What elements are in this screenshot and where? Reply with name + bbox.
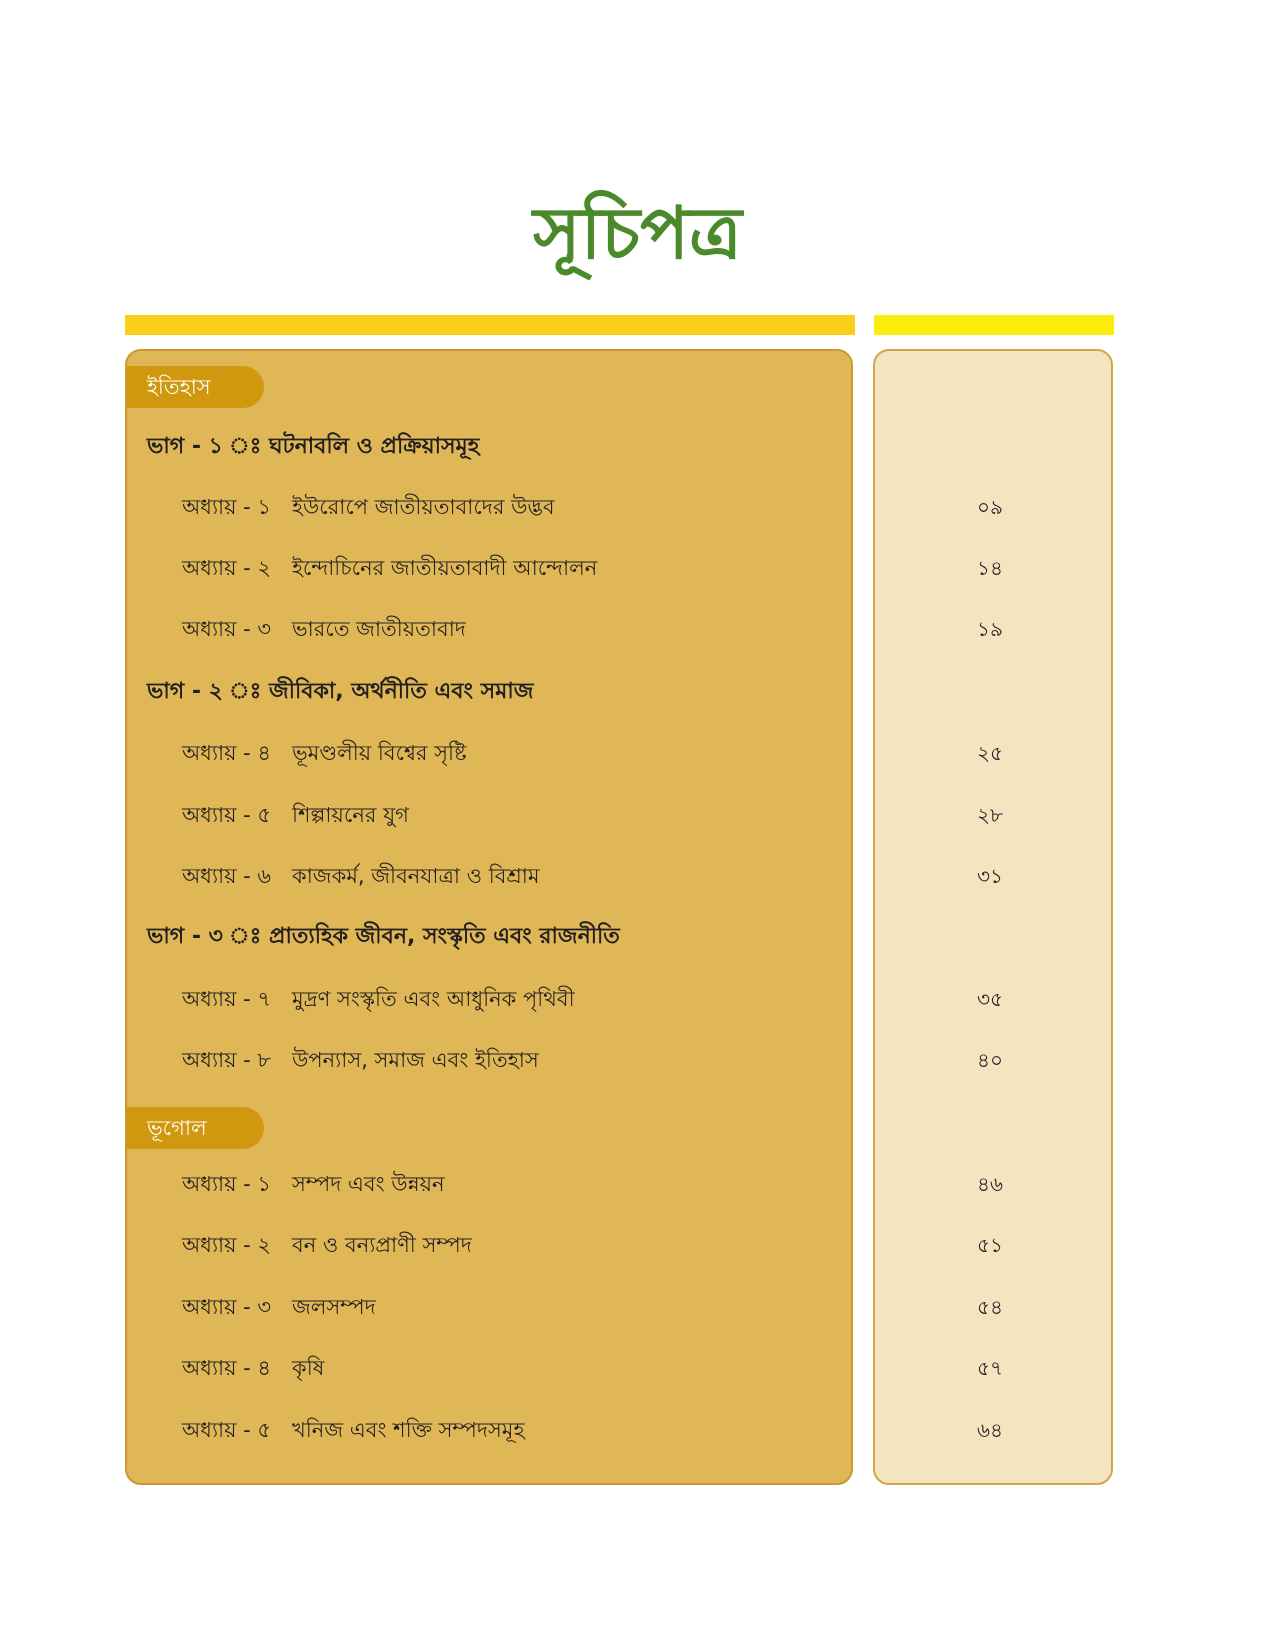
chapter-title-link[interactable]: শিল্পায়নের যুগ (292, 803, 409, 827)
chapter-title-link[interactable]: ভারতে জাতীয়তাবাদ (292, 617, 466, 641)
chapter-page-number: ৩১ (977, 864, 1003, 888)
chapter-title-link[interactable]: ইউরোপে জাতীয়তাবাদের উদ্ভব (292, 495, 555, 519)
chapter-page-number: ৪০ (977, 1048, 1003, 1072)
chapter-page-number: ৫৭ (977, 1356, 1003, 1380)
page-title: সূচিপত্র (533, 190, 742, 275)
chapter-page-number: ৬৪ (977, 1418, 1003, 1442)
chapter-page-number: ২৫ (977, 741, 1003, 765)
chapter-title-link[interactable]: মুদ্রণ সংস্কৃতি এবং আধুনিক পৃথিবী (292, 987, 575, 1011)
chapter-label: অধ্যায় - ৮ (182, 1048, 272, 1072)
chapter-page-number: ০৯ (977, 495, 1003, 519)
chapter-label: অধ্যায় - ১ (182, 495, 272, 519)
part-heading: ভাগ - ২ ঃ জীবিকা, অর্থনীতি এবং সমাজ (147, 679, 534, 704)
section-tab-history[interactable]: ইতিহাস (127, 366, 264, 408)
chapter-page-number: ২৮ (977, 803, 1003, 827)
chapter-label: অধ্যায় - ৩ (182, 1295, 272, 1319)
chapter-page-number: ৪৬ (977, 1172, 1003, 1196)
chapter-label: অধ্যায় - ৬ (182, 864, 272, 888)
header-bar-left (125, 315, 855, 335)
chapter-label: অধ্যায় - ৪ (182, 741, 272, 765)
chapter-page-number: ৩৫ (977, 987, 1003, 1011)
chapter-label: অধ্যায় - ২ (182, 1233, 272, 1257)
section-tab-geography[interactable]: ভূগোল (127, 1107, 264, 1149)
chapter-page-number: ৫৪ (977, 1295, 1003, 1319)
chapter-title-link[interactable]: ইন্দোচিনের জাতীয়তাবাদী আন্দোলন (292, 556, 598, 580)
chapter-title-link[interactable]: কৃষি (292, 1356, 325, 1380)
chapter-label: অধ্যায় - ২ (182, 556, 272, 580)
chapter-label: অধ্যায় - ৪ (182, 1356, 272, 1380)
chapter-page-number: ১৯ (977, 617, 1003, 641)
chapter-page-number: ৫১ (977, 1233, 1003, 1257)
header-bar-right (874, 315, 1114, 335)
chapter-title-link[interactable]: জলসম্পদ (292, 1295, 376, 1319)
chapter-page-number: ১৪ (977, 556, 1003, 580)
chapter-title-link[interactable]: বন ও বন্যপ্রাণী সম্পদ (292, 1233, 472, 1257)
chapter-title-link[interactable]: কাজকর্ম, জীবনযাত্রা ও বিশ্রাম (292, 864, 540, 888)
chapter-title-link[interactable]: সম্পদ এবং উন্নয়ন (292, 1172, 445, 1196)
chapter-title-link[interactable]: উপন্যাস, সমাজ এবং ইতিহাস (292, 1048, 539, 1072)
part-heading: ভাগ - ১ ঃ ঘটনাবলি ও প্রক্রিয়াসমূহ (147, 434, 480, 459)
chapter-label: অধ্যায় - ৫ (182, 1418, 272, 1442)
chapter-label: অধ্যায় - ১ (182, 1172, 272, 1196)
part-heading: ভাগ - ৩ ঃ প্রাত্যহিক জীবন, সংস্কৃতি এবং রাজনীতি (147, 924, 620, 949)
chapter-title-link[interactable]: খনিজ এবং শক্তি সম্পদসমূহ (292, 1418, 525, 1442)
chapter-label: অধ্যায় - ৫ (182, 803, 272, 827)
chapter-label: অধ্যায় - ৭ (182, 987, 272, 1011)
chapter-label: অধ্যায় - ৩ (182, 617, 272, 641)
chapter-title-link[interactable]: ভূমণ্ডলীয় বিশ্বের সৃষ্টি (292, 741, 467, 765)
